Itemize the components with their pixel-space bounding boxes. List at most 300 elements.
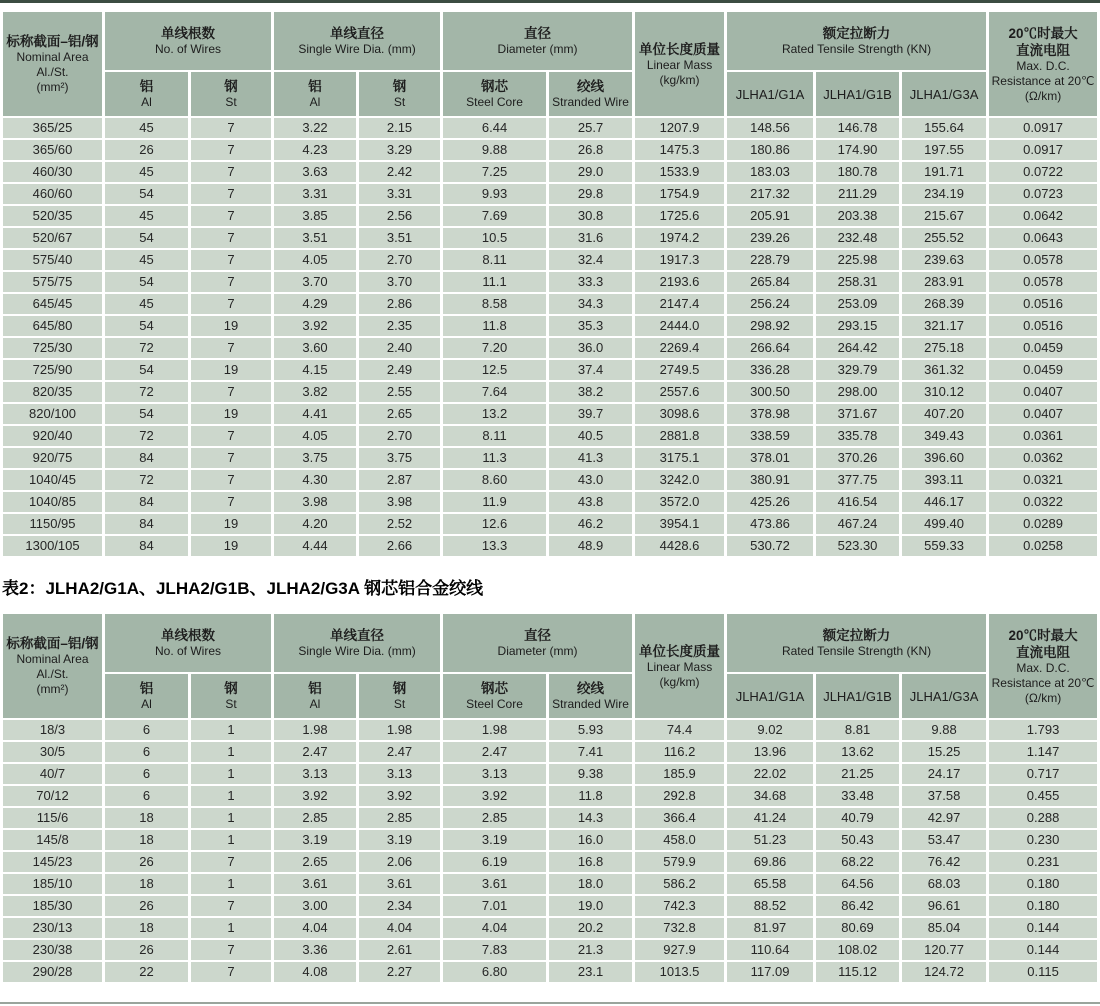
table-cell: 523.30 bbox=[816, 536, 899, 556]
table-row bbox=[3, 536, 1097, 556]
header-nominal-en2: Al./St. bbox=[36, 667, 69, 681]
subheader-st-zh: 钢 bbox=[224, 79, 238, 94]
subheader-g1b-label: JLHA1/G1B bbox=[823, 86, 892, 102]
table-cell: 0.144 bbox=[989, 918, 1097, 938]
subheader-g1b-label: JLHA1/G1B bbox=[823, 688, 892, 704]
table-cell: 725/30 bbox=[3, 338, 102, 358]
table-cell: 54 bbox=[105, 184, 188, 204]
subheader-st-zh: 钢 bbox=[392, 681, 407, 696]
table-cell: 23.1 bbox=[549, 962, 632, 982]
table-cell: 0.0578 bbox=[989, 250, 1097, 270]
table-cell: 9.02 bbox=[727, 720, 813, 740]
table-cell: 7 bbox=[191, 448, 271, 468]
table-cell: 11.1 bbox=[443, 272, 546, 292]
table-cell: 2193.6 bbox=[635, 272, 724, 292]
table-cell: 30.8 bbox=[549, 206, 632, 226]
table-row bbox=[3, 316, 1097, 336]
table-cell: 32.4 bbox=[549, 250, 632, 270]
table-cell: 3.22 bbox=[274, 118, 356, 138]
table-cell: 35.3 bbox=[549, 316, 632, 336]
table-cell: 264.42 bbox=[816, 338, 899, 358]
table-cell: 7.41 bbox=[549, 742, 632, 762]
subheader-wires-al bbox=[105, 72, 188, 116]
table-row bbox=[3, 742, 1097, 762]
table-cell: 15.25 bbox=[902, 742, 986, 762]
table-cell: 14.3 bbox=[549, 808, 632, 828]
table-cell: 45 bbox=[105, 162, 188, 182]
header-tensile-en: Rated Tensile Strength (KN) bbox=[781, 644, 932, 658]
table-cell: 290/28 bbox=[3, 962, 102, 982]
subheader-jlha1-g3a bbox=[902, 674, 986, 718]
table-cell: 2.56 bbox=[359, 206, 440, 226]
header-resistance-zh1: 20℃时最大 bbox=[1008, 25, 1078, 41]
header-wires-en: No. of Wires bbox=[155, 42, 222, 56]
table-cell: 39.7 bbox=[549, 404, 632, 424]
subheader-jlha1-g1b bbox=[816, 674, 899, 718]
table-row bbox=[3, 492, 1097, 512]
subheader-dia-st bbox=[359, 72, 440, 116]
subheader-g1a-label: JLHA1/G1A bbox=[735, 688, 805, 704]
table-cell: 1 bbox=[191, 808, 271, 828]
table-cell: 19 bbox=[191, 536, 271, 556]
table-cell: 13.2 bbox=[443, 404, 546, 424]
table-cell: 520/35 bbox=[3, 206, 102, 226]
table-cell: 155.64 bbox=[902, 118, 986, 138]
table-cell: 1 bbox=[191, 786, 271, 806]
table-cell: 1207.9 bbox=[635, 118, 724, 138]
table-row bbox=[3, 426, 1097, 446]
table-cell: 64.56 bbox=[816, 874, 899, 894]
table-cell: 2.65 bbox=[274, 852, 356, 872]
table-cell: 3.19 bbox=[443, 830, 546, 850]
table-cell: 69.86 bbox=[727, 852, 813, 872]
table-row bbox=[3, 720, 1097, 740]
table-cell: 76.42 bbox=[902, 852, 986, 872]
table-row bbox=[3, 470, 1097, 490]
table-cell: 3.19 bbox=[274, 830, 356, 850]
subheader-st-en: St bbox=[393, 95, 406, 109]
table-cell: 26 bbox=[105, 140, 188, 160]
table-cell: 11.8 bbox=[443, 316, 546, 336]
table-cell: 8.58 bbox=[443, 294, 546, 314]
table-cell: 7.25 bbox=[443, 162, 546, 182]
table-cell: 4.08 bbox=[274, 962, 356, 982]
table-cell: 732.8 bbox=[635, 918, 724, 938]
table-cell: 3.63 bbox=[274, 162, 356, 182]
table-cell: 1 bbox=[191, 764, 271, 784]
table-cell: 174.90 bbox=[816, 140, 899, 160]
table-cell: 499.40 bbox=[902, 514, 986, 534]
table-cell: 21.3 bbox=[549, 940, 632, 960]
header-resistance-en2: Resistance at 20℃ bbox=[991, 73, 1095, 88]
table-cell: 185/10 bbox=[3, 874, 102, 894]
table-cell: 0.0322 bbox=[989, 492, 1097, 512]
table-cell: 3.61 bbox=[274, 874, 356, 894]
table-cell: 3.61 bbox=[359, 874, 440, 894]
table-cell: 2.42 bbox=[359, 162, 440, 182]
table-cell: 258.31 bbox=[816, 272, 899, 292]
table-cell: 18 bbox=[105, 918, 188, 938]
table-row bbox=[3, 338, 1097, 358]
table-cell: 1013.5 bbox=[635, 962, 724, 982]
table-cell: 458.0 bbox=[635, 830, 724, 850]
table-cell: 2147.4 bbox=[635, 294, 724, 314]
table-cell: 377.75 bbox=[816, 470, 899, 490]
table-cell: 1 bbox=[191, 720, 271, 740]
table-cell: 13.3 bbox=[443, 536, 546, 556]
table-cell: 115.12 bbox=[816, 962, 899, 982]
table-cell: 0.231 bbox=[989, 852, 1097, 872]
table-cell: 3098.6 bbox=[635, 404, 724, 424]
subheader-wires-st bbox=[191, 674, 271, 718]
table-cell: 215.67 bbox=[902, 206, 986, 226]
table-cell: 2.85 bbox=[274, 808, 356, 828]
table-cell: 3.92 bbox=[443, 786, 546, 806]
table-cell: 2.47 bbox=[443, 742, 546, 762]
table-cell: 3175.1 bbox=[635, 448, 724, 468]
table-cell: 8.81 bbox=[816, 720, 899, 740]
table-cell: 1754.9 bbox=[635, 184, 724, 204]
subheader-jlha1-g3a bbox=[902, 72, 986, 116]
table-cell: 54 bbox=[105, 272, 188, 292]
table-cell: 9.88 bbox=[902, 720, 986, 740]
table-cell: 11.9 bbox=[443, 492, 546, 512]
table-cell: 1150/95 bbox=[3, 514, 102, 534]
table-cell: 38.2 bbox=[549, 382, 632, 402]
table-row bbox=[3, 118, 1097, 138]
table-cell: 205.91 bbox=[727, 206, 813, 226]
table-cell: 7 bbox=[191, 250, 271, 270]
header-wires-zh: 单线根数 bbox=[161, 26, 215, 41]
header-resistance-en1: Max. D.C. bbox=[1016, 660, 1070, 675]
subheader-al-en: Al bbox=[309, 95, 321, 109]
header-single-dia-zh: 单线直径 bbox=[330, 26, 385, 41]
table-cell: 9.38 bbox=[549, 764, 632, 784]
table-cell: 6 bbox=[105, 742, 188, 762]
table-cell: 7 bbox=[191, 940, 271, 960]
table-cell: 293.15 bbox=[816, 316, 899, 336]
table-cell: 3.92 bbox=[274, 316, 356, 336]
table-cell: 446.17 bbox=[902, 492, 986, 512]
table-cell: 4.23 bbox=[274, 140, 356, 160]
table-cell: 7 bbox=[191, 294, 271, 314]
table-cell: 18 bbox=[105, 830, 188, 850]
table-cell: 645/80 bbox=[3, 316, 102, 336]
header-wires-zh: 单线根数 bbox=[161, 628, 215, 643]
subheader-dia-al bbox=[274, 674, 356, 718]
table-cell: 920/75 bbox=[3, 448, 102, 468]
table-cell: 54 bbox=[105, 228, 188, 248]
table-cell: 3572.0 bbox=[635, 492, 724, 512]
table-cell: 7 bbox=[191, 852, 271, 872]
table-cell: 29.8 bbox=[549, 184, 632, 204]
table-cell: 1.147 bbox=[989, 742, 1097, 762]
table-cell: 520/67 bbox=[3, 228, 102, 248]
table-cell: 1 bbox=[191, 918, 271, 938]
table-cell: 54 bbox=[105, 404, 188, 424]
table-cell: 4.30 bbox=[274, 470, 356, 490]
table-cell: 72 bbox=[105, 338, 188, 358]
table-cell: 183.03 bbox=[727, 162, 813, 182]
table-cell: 29.0 bbox=[549, 162, 632, 182]
table-cell: 0.0516 bbox=[989, 294, 1097, 314]
table-cell: 72 bbox=[105, 426, 188, 446]
table-cell: 920/40 bbox=[3, 426, 102, 446]
subheader-steel-core-en: Steel Core bbox=[466, 95, 523, 109]
header-group-tensile-strength bbox=[727, 12, 986, 70]
table-cell: 4.20 bbox=[274, 514, 356, 534]
table-cell: 33.3 bbox=[549, 272, 632, 292]
header-tensile-zh: 额定拉断力 bbox=[822, 628, 891, 643]
table-cell: 4.04 bbox=[443, 918, 546, 938]
table-cell: 1725.6 bbox=[635, 206, 724, 226]
table-row bbox=[3, 448, 1097, 468]
table-cell: 1533.9 bbox=[635, 162, 724, 182]
table-cell: 203.38 bbox=[816, 206, 899, 226]
table-cell: 310.12 bbox=[902, 382, 986, 402]
table-cell: 0.115 bbox=[989, 962, 1097, 982]
table-cell: 185/30 bbox=[3, 896, 102, 916]
table-cell: 0.717 bbox=[989, 764, 1097, 784]
subheader-st-en: St bbox=[393, 697, 406, 711]
table-cell: 239.26 bbox=[727, 228, 813, 248]
table-cell: 7 bbox=[191, 118, 271, 138]
table-cell: 2.47 bbox=[274, 742, 356, 762]
table-cell: 74.4 bbox=[635, 720, 724, 740]
table-cell: 579.9 bbox=[635, 852, 724, 872]
table-cell: 230/13 bbox=[3, 918, 102, 938]
table-cell: 335.78 bbox=[816, 426, 899, 446]
table-row bbox=[3, 294, 1097, 314]
table-cell: 40.79 bbox=[816, 808, 899, 828]
table-cell: 2.49 bbox=[359, 360, 440, 380]
table-cell: 6 bbox=[105, 764, 188, 784]
subheader-wires-al bbox=[105, 674, 188, 718]
table-cell: 2.47 bbox=[359, 742, 440, 762]
table-cell: 0.0362 bbox=[989, 448, 1097, 468]
table-cell: 7 bbox=[191, 896, 271, 916]
table-cell: 96.61 bbox=[902, 896, 986, 916]
table-cell: 2.55 bbox=[359, 382, 440, 402]
table-cell: 84 bbox=[105, 492, 188, 512]
table-cell: 3.29 bbox=[359, 140, 440, 160]
table-cell: 3.98 bbox=[359, 492, 440, 512]
table-cell: 321.17 bbox=[902, 316, 986, 336]
table-cell: 0.288 bbox=[989, 808, 1097, 828]
table-cell: 725/90 bbox=[3, 360, 102, 380]
header-tensile-zh: 额定拉断力 bbox=[822, 26, 891, 41]
table-cell: 3.92 bbox=[359, 786, 440, 806]
header-nominal-area bbox=[3, 12, 102, 116]
table-cell: 3.19 bbox=[359, 830, 440, 850]
table-cell: 2.70 bbox=[359, 250, 440, 270]
header-resistance-zh2: 直流电阻 bbox=[1016, 644, 1071, 660]
table-cell: 7 bbox=[191, 272, 271, 292]
table-cell: 586.2 bbox=[635, 874, 724, 894]
table-cell: 1 bbox=[191, 742, 271, 762]
header-resistance-en3: (Ω/km) bbox=[1024, 88, 1062, 103]
table-cell: 1 bbox=[191, 874, 271, 894]
header-mass-en1: Linear Mass bbox=[646, 57, 713, 72]
table-cell: 0.0516 bbox=[989, 316, 1097, 336]
table-cell: 0.0407 bbox=[989, 404, 1097, 424]
table-cell: 145/23 bbox=[3, 852, 102, 872]
table-cell: 22.02 bbox=[727, 764, 813, 784]
subheader-steel-core-en: Steel Core bbox=[466, 697, 523, 711]
table-cell: 19.0 bbox=[549, 896, 632, 916]
table-cell: 3.00 bbox=[274, 896, 356, 916]
table-cell: 460/60 bbox=[3, 184, 102, 204]
table-cell: 4.29 bbox=[274, 294, 356, 314]
table-cell: 0.144 bbox=[989, 940, 1097, 960]
header-linear-mass bbox=[635, 12, 724, 116]
table-cell: 68.03 bbox=[902, 874, 986, 894]
table-cell: 16.0 bbox=[549, 830, 632, 850]
table-cell: 19 bbox=[191, 316, 271, 336]
table-cell: 425.26 bbox=[727, 492, 813, 512]
table-cell: 575/75 bbox=[3, 272, 102, 292]
table-cell: 7 bbox=[191, 962, 271, 982]
table-cell: 34.3 bbox=[549, 294, 632, 314]
table-cell: 0.230 bbox=[989, 830, 1097, 850]
table-cell: 145/8 bbox=[3, 830, 102, 850]
table-cell: 3.51 bbox=[359, 228, 440, 248]
table-cell: 148.56 bbox=[727, 118, 813, 138]
table-cell: 9.93 bbox=[443, 184, 546, 204]
table-cell: 54 bbox=[105, 316, 188, 336]
table-cell: 2.61 bbox=[359, 940, 440, 960]
table-2-header bbox=[3, 614, 1097, 718]
table-cell: 9.88 bbox=[443, 140, 546, 160]
table-cell: 820/100 bbox=[3, 404, 102, 424]
table-cell: 84 bbox=[105, 448, 188, 468]
table-cell: 0.0321 bbox=[989, 470, 1097, 490]
table-cell: 180.78 bbox=[816, 162, 899, 182]
table-2-body bbox=[3, 720, 1097, 982]
table-cell: 4.04 bbox=[274, 918, 356, 938]
table-cell: 467.24 bbox=[816, 514, 899, 534]
table-cell: 378.98 bbox=[727, 404, 813, 424]
table-cell: 0.0578 bbox=[989, 272, 1097, 292]
table-cell: 85.04 bbox=[902, 918, 986, 938]
table-cell: 300.50 bbox=[727, 382, 813, 402]
subheader-al-en: Al bbox=[309, 697, 321, 711]
header-diameter-en: Diameter (mm) bbox=[497, 42, 578, 56]
table-cell: 50.43 bbox=[816, 830, 899, 850]
table-cell: 6.80 bbox=[443, 962, 546, 982]
table-cell: 22 bbox=[105, 962, 188, 982]
table-cell: 3.13 bbox=[359, 764, 440, 784]
table-cell: 11.8 bbox=[549, 786, 632, 806]
header-nominal-en3: (mm²) bbox=[36, 80, 69, 94]
subheader-jlha1-g1a bbox=[727, 72, 813, 116]
table-row bbox=[3, 360, 1097, 380]
table-cell: 2557.6 bbox=[635, 382, 724, 402]
table-cell: 1300/105 bbox=[3, 536, 102, 556]
subheader-g3a-label: JLHA1/G3A bbox=[909, 688, 979, 704]
table-cell: 239.63 bbox=[902, 250, 986, 270]
table-cell: 65.58 bbox=[727, 874, 813, 894]
table-cell: 3.70 bbox=[274, 272, 356, 292]
table-cell: 120.77 bbox=[902, 940, 986, 960]
table-row bbox=[3, 852, 1097, 872]
table-cell: 116.2 bbox=[635, 742, 724, 762]
table-cell: 3.36 bbox=[274, 940, 356, 960]
table-cell: 2.27 bbox=[359, 962, 440, 982]
table-cell: 255.52 bbox=[902, 228, 986, 248]
table-cell: 8.11 bbox=[443, 426, 546, 446]
header-mass-zh: 单位长度质量 bbox=[639, 643, 721, 659]
header-mass-zh: 单位长度质量 bbox=[639, 41, 721, 57]
table-cell: 0.0407 bbox=[989, 382, 1097, 402]
subheader-steel-core bbox=[443, 674, 546, 718]
table-cell: 45 bbox=[105, 250, 188, 270]
header-group-single-wire-dia bbox=[274, 614, 440, 672]
table-cell: 230/38 bbox=[3, 940, 102, 960]
header-group-diameter bbox=[443, 12, 632, 70]
table-cell: 37.4 bbox=[549, 360, 632, 380]
subheader-al-zh: 铝 bbox=[308, 681, 322, 696]
table-cell: 24.17 bbox=[902, 764, 986, 784]
subheader-stranded-zh: 绞线 bbox=[577, 681, 605, 696]
table-cell: 33.48 bbox=[816, 786, 899, 806]
subheader-st-zh: 钢 bbox=[224, 681, 238, 696]
table-cell: 68.22 bbox=[816, 852, 899, 872]
table-cell: 108.02 bbox=[816, 940, 899, 960]
table-cell: 0.0459 bbox=[989, 360, 1097, 380]
table-row bbox=[3, 940, 1097, 960]
table-cell: 40/7 bbox=[3, 764, 102, 784]
subheader-steel-core-zh: 钢芯 bbox=[481, 681, 509, 696]
table-cell: 0.0361 bbox=[989, 426, 1097, 446]
subheader-al-zh: 铝 bbox=[308, 79, 322, 94]
table-cell: 0.455 bbox=[989, 786, 1097, 806]
table-cell: 42.97 bbox=[902, 808, 986, 828]
table-cell: 80.69 bbox=[816, 918, 899, 938]
table-cell: 338.59 bbox=[727, 426, 813, 446]
spec-table-2 bbox=[0, 612, 1100, 984]
table-cell: 3.75 bbox=[274, 448, 356, 468]
table-cell: 2881.8 bbox=[635, 426, 724, 446]
table-cell: 12.5 bbox=[443, 360, 546, 380]
table-row bbox=[3, 228, 1097, 248]
subheader-dia-st bbox=[359, 674, 440, 718]
table-cell: 365/25 bbox=[3, 118, 102, 138]
table-cell: 21.25 bbox=[816, 764, 899, 784]
table-cell: 26 bbox=[105, 896, 188, 916]
table-cell: 645/45 bbox=[3, 294, 102, 314]
table-cell: 3.98 bbox=[274, 492, 356, 512]
table-cell: 72 bbox=[105, 470, 188, 490]
table-cell: 266.64 bbox=[727, 338, 813, 358]
subheader-wires-st bbox=[191, 72, 271, 116]
table-cell: 20.2 bbox=[549, 918, 632, 938]
table-cell: 30/5 bbox=[3, 742, 102, 762]
table-cell: 336.28 bbox=[727, 360, 813, 380]
table-cell: 18.0 bbox=[549, 874, 632, 894]
table-cell: 361.32 bbox=[902, 360, 986, 380]
table-cell: 2749.5 bbox=[635, 360, 724, 380]
subheader-jlha1-g1a bbox=[727, 674, 813, 718]
table-cell: 7.69 bbox=[443, 206, 546, 226]
table-cell: 46.2 bbox=[549, 514, 632, 534]
table-cell: 2444.0 bbox=[635, 316, 724, 336]
table-cell: 13.62 bbox=[816, 742, 899, 762]
subheader-al-zh: 铝 bbox=[139, 681, 154, 696]
spec-table-1 bbox=[0, 10, 1100, 558]
table-cell: 3.85 bbox=[274, 206, 356, 226]
table-cell: 265.84 bbox=[727, 272, 813, 292]
